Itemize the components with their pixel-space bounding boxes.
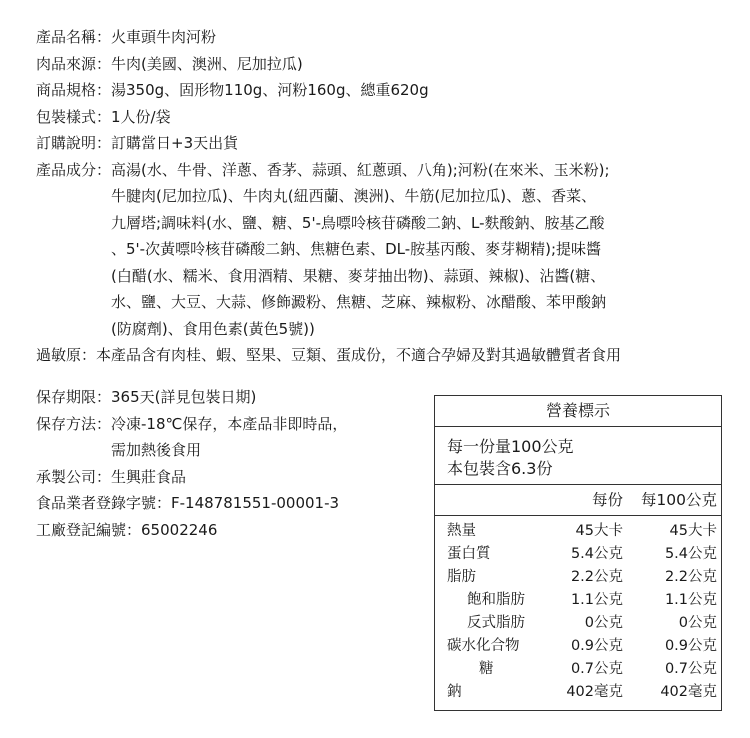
header-per-serving: 每份 (591, 491, 623, 509)
info-label: 工廠登記編號： (36, 520, 142, 539)
nutrition-facts-table (434, 395, 722, 711)
nutrition-row (435, 520, 721, 543)
spec-value: 1人份/袋 (111, 107, 171, 126)
storage-line: 需加熱後食用 (111, 441, 202, 459)
info-value: F-148781551-00001-3 (171, 494, 340, 512)
nutrition-row (435, 681, 721, 704)
info-value (111, 411, 347, 464)
nutrition-body (435, 516, 721, 704)
nutrient-name: 糖 (479, 661, 494, 677)
spec-label: 包裝樣式： (36, 107, 112, 126)
nutrient-name: 飽和脂肪 (467, 592, 525, 608)
info-storage (36, 411, 426, 464)
info-label: 保存方法： (36, 414, 112, 433)
spec-value: 訂購當日+3天出貨 (111, 134, 239, 152)
nutrient-name: 蛋白質 (447, 546, 491, 562)
info-value: 65002246 (141, 520, 218, 539)
ingredients-line: 牛腱肉(尼加拉瓜)、牛肉丸(紐西蘭、澳洲)、牛筋(尼加拉瓜)、蔥、香菜、 (111, 187, 597, 205)
nutrient-per-serving: 0.7公克 (570, 661, 623, 677)
nutrition-row (435, 566, 721, 589)
nutrient-name: 鈉 (447, 684, 462, 700)
spec-label: 產品名稱： (36, 28, 112, 46)
ingredients-line: (防腐劑)、食用色素(黃色5號)) (111, 319, 315, 338)
ingredients-line: 高湯(水、牛骨、洋蔥、香茅、蒜頭、紅蔥頭、八角);河粉(在來米、玉米粉); (111, 160, 610, 179)
ingredients-line: (白醋(水、糯米、食用酒精、果糖、麥芽抽出物)、蒜頭、辣椒)、沾醬(糖、 (111, 266, 606, 285)
spec-value: 牛肉(美國、澳洲、尼加拉瓜) (111, 54, 303, 73)
nutrient-per-serving: 0公克 (584, 615, 623, 631)
nutrition-row (435, 612, 721, 635)
spec-label: 訂購說明： (36, 134, 112, 152)
nutrient-per-100g: 45大卡 (669, 523, 717, 539)
serving-size: 每一份量100公克 (447, 437, 574, 456)
spec-value: 本產品含有肉桂、蝦、堅果、豆類、蛋成份，不適合孕婦及對其過敏體質者食用 (96, 346, 622, 364)
spec-packaging (36, 104, 750, 131)
info-value: 生興莊食品 (111, 467, 187, 486)
storage-line: 冷凍-18℃保存，本產品非即時品， (111, 414, 348, 433)
spec-label: 商品規格： (36, 81, 112, 99)
nutrition-header-row (435, 485, 721, 516)
info-food-license (36, 490, 426, 517)
nutrition-row (435, 635, 721, 658)
nutrient-per-serving: 402毫克 (566, 684, 623, 700)
nutrient-per-100g: 0.7公克 (664, 661, 717, 677)
info-factory-reg (36, 517, 426, 544)
nutrient-per-serving: 45大卡 (575, 523, 623, 539)
nutrient-per-100g: 0.9公克 (664, 638, 717, 654)
info-manufacturer (36, 464, 426, 491)
info-label: 保存期限： (36, 388, 112, 406)
nutrient-per-100g: 1.1公克 (664, 592, 717, 608)
nutrient-per-100g: 0公克 (678, 615, 717, 631)
info-label: 食品業者登錄字號： (36, 494, 172, 512)
nutrition-row (435, 658, 721, 681)
nutrient-per-100g: 5.4公克 (664, 546, 717, 562)
spec-allergen (36, 342, 750, 369)
spec-label: 過敏原： (36, 346, 97, 364)
spec-product-name (36, 24, 750, 51)
spec-value: 湯350g、固形物110g、河粉160g、總重620g (111, 81, 429, 99)
nutrition-title: 營養標示 (435, 396, 721, 427)
spec-product-size (36, 77, 750, 104)
nutrition-row (435, 543, 721, 566)
nutrient-name: 碳水化合物 (447, 638, 520, 654)
header-per-100g: 每100公克 (640, 491, 717, 509)
nutrient-name: 反式脂肪 (467, 615, 525, 631)
ingredients-line: 水、鹽、大豆、大蒜、修飾澱粉、焦糖、芝麻、辣椒粉、冰醋酸、苯甲酸鈉 (111, 293, 607, 311)
nutrient-name: 熱量 (447, 523, 476, 539)
nutrient-name: 脂肪 (447, 569, 476, 585)
spec-order-note (36, 130, 750, 157)
nutrient-per-serving: 2.2公克 (570, 569, 623, 585)
nutrient-per-serving: 5.4公克 (570, 546, 623, 562)
spec-meat-origin (36, 51, 750, 78)
spec-value: 火車頭牛肉河粉 (111, 28, 217, 46)
product-info-list (36, 384, 426, 543)
header-blank (435, 485, 535, 515)
info-shelf-life (36, 384, 426, 411)
spec-label: 肉品來源： (36, 54, 112, 73)
ingredients-line: 九層塔;調味料(水、鹽、糖、5'-鳥嘌呤核苷磷酸二鈉、L-麩酸鈉、胺基乙酸 (111, 213, 605, 232)
nutrient-per-100g: 2.2公克 (664, 569, 717, 585)
spec-label: 產品成分： (36, 160, 112, 179)
servings-per-package: 本包裝含6.3份 (447, 459, 553, 478)
info-value: 365天(詳見包裝日期) (111, 388, 257, 406)
nutrient-per-100g: 402毫克 (660, 684, 717, 700)
product-spec-list (36, 24, 750, 369)
nutrition-serving-info (435, 427, 721, 485)
ingredients-text (111, 157, 725, 343)
info-label: 承製公司： (36, 467, 112, 486)
spec-ingredients (36, 157, 750, 343)
ingredients-line: 、5'-次黃嘌呤核苷磷酸二鈉、焦糖色素、DL-胺基丙酸、麥芽糊精);提味醬 (111, 240, 602, 258)
nutrition-row (435, 589, 721, 612)
nutrient-per-serving: 1.1公克 (570, 592, 623, 608)
nutrient-per-serving: 0.9公克 (570, 638, 623, 654)
